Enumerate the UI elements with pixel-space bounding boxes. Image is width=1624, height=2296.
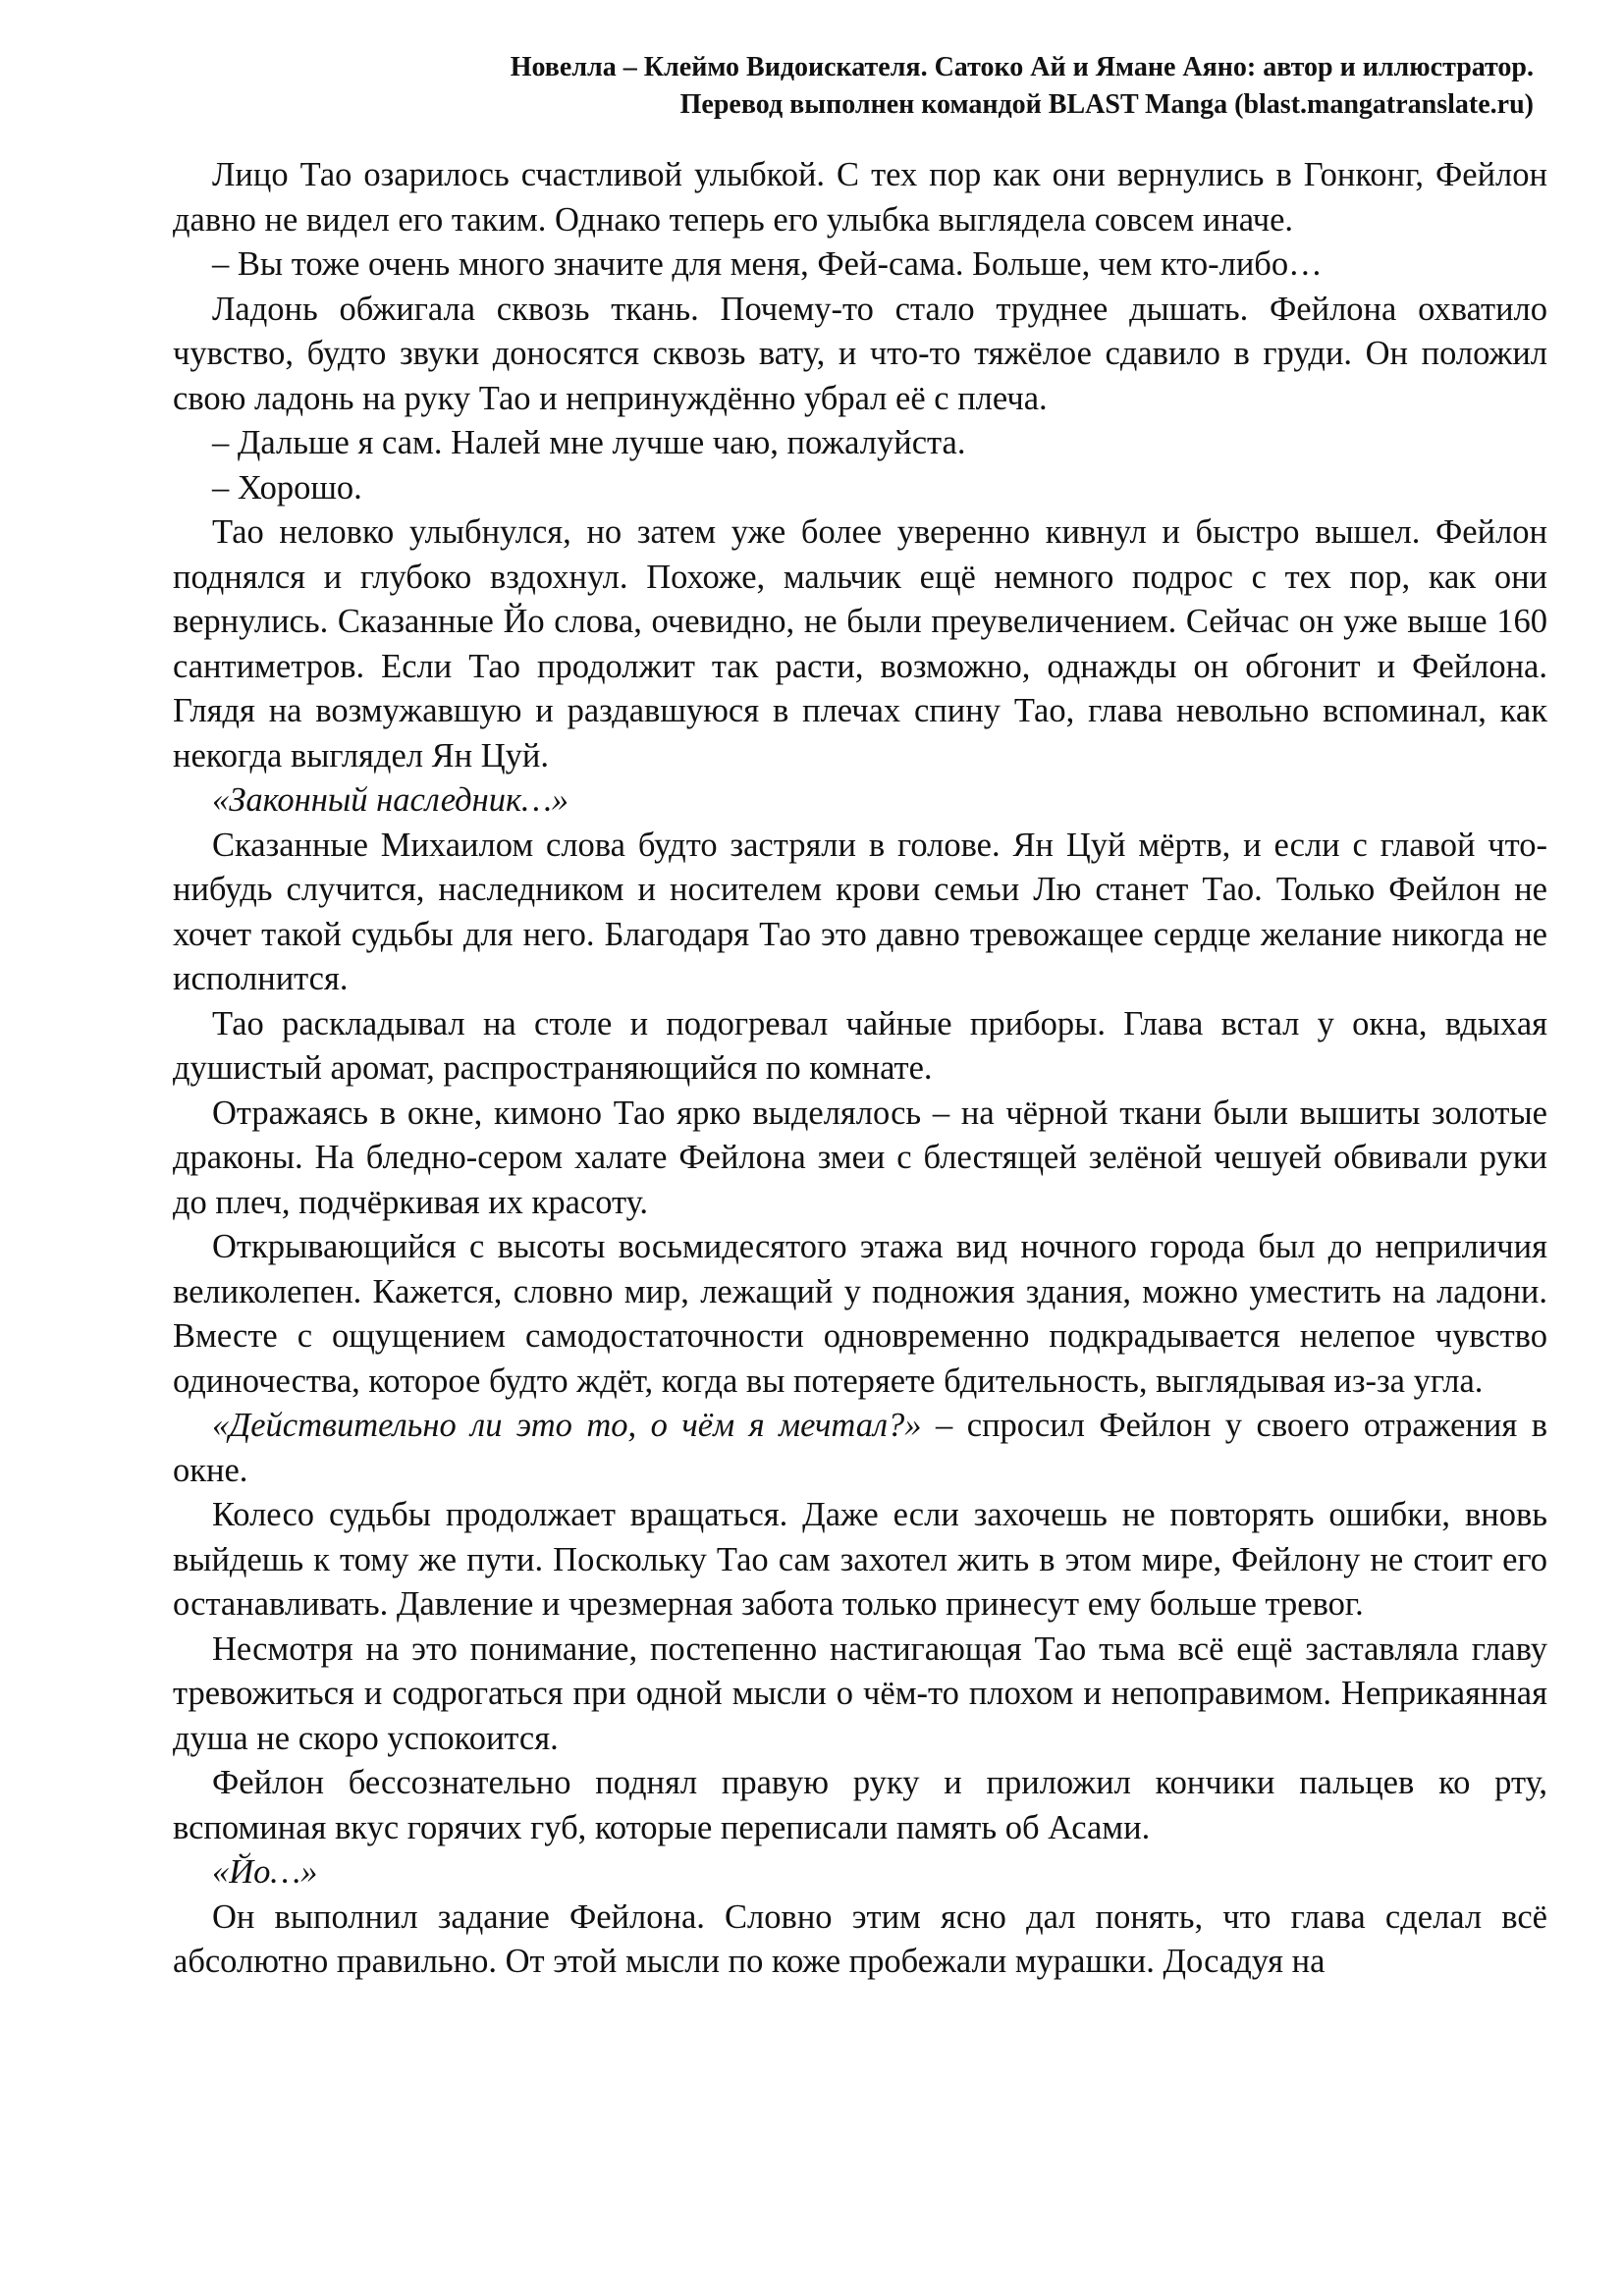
thought-quote: «Действительно ли это то, о чём я мечтал?» (212, 1407, 922, 1444)
paragraph: Открывающийся с высоты восьмидесятого этажа вид ночного города был до неприличия великолепен. Кажется, словно мир, лежащий у подножия здания, можно уместить на ладони. Вместе с ощущением самодостаточности одновременно подкрадывается нелепое чувство одиночества, которое будто ждёт, когда вы потеряете бдительность, выглядывая из-за угла. (173, 1228, 1547, 1400)
paragraph: Колесо судьбы продолжает вращаться. Даже если захочешь не повторять ошибки, вновь выйдешь к тому же пути. Поскольку Тао сам захотел жить в этом мире, Фейлону не стоит его останавливать. Давление и чрезмерная забота только принесут ему больше тревог. (173, 1496, 1547, 1623)
dialogue-line: – Хорошо. (212, 468, 362, 507)
paragraph: Тао неловко улыбнулся, но затем уже более уверенно кивнул и быстро вышел. Фейлон поднялся и глубоко вздохнул. Похоже, мальчик ещё немного подрос с тех пор, как они вернулись. Сказанные Йо слова, очевидно, не были преувеличением. Сейчас он уже выше 160 сантиметров. Если Тао продолжит так расти, возможно, однажды он обгонит и Фейлона. Глядя на возмужавшую и раздавшуюся в плечах спину Тао, глава невольно вспоминал, как некогда выглядел Ян Цуй. (173, 513, 1547, 774)
paragraph: Тао раскладывал на столе и подогревал чайные приборы. Глава встал у окна, вдыхая душистый аромат, распространяющийся по комнате. (173, 1004, 1547, 1087)
paragraph: Сказанные Михаилом слова будто застряли в голове. Ян Цуй мёртв, и если с главой что-нибудь случится, наследником и носителем крови семьи Лю станет Тао. Только Фейлон не хочет такой судьбы для него. Благодаря Тао это давно тревожащее сердце желание никогда не исполнится. (173, 826, 1547, 997)
paragraph: Отражаясь в окне, кимоно Тао ярко выделялось – на чёрной ткани были вышиты золотые драконы. На бледно-сером халате Фейлона змеи с блестящей зелёной чешуей обвивали руки до плеч, подчёркивая их красоту. (173, 1094, 1547, 1221)
paragraph (173, 1404, 1547, 1493)
paragraph: Лицо Тао озарилось счастливой улыбкой. С тех пор как они вернулись в Гонконг, Фейлон давно не видел его таким. Однако теперь его улыбка выглядела совсем иначе. (173, 156, 1547, 239)
dialogue-line: – Вы тоже очень много значите для меня, Фей-сама. Больше, чем кто-либо… (212, 245, 1323, 283)
paragraph: Несмотря на это понимание, постепенно настигающая Тао тьма всё ещё заставляла главу тревожиться и содрогаться при одной мысли о чём-то плохом и непоправимом. Неприкаянная душа не скоро успокоится. (173, 1629, 1547, 1757)
header-title-line: Новелла – Клеймо Видоискателя. Сатоко Ай и Ямане Аяно: автор и иллюстратор. (510, 52, 1534, 82)
paragraph: Ладонь обжигала сквозь ткань. Почему-то стало труднее дышать. Фейлона охватило чувство, будто звуки доносятся сквозь вату, и что-то тяжёлое сдавило в груди. Он положил свою ладонь на руку Тао и непринуждённо убрал её с плеча. (173, 290, 1547, 417)
thought-line: «Законный наследник…» (212, 781, 569, 819)
header-credit-line: Перевод выполнен командой BLAST Manga (blast.mangatranslate.ru) (679, 89, 1534, 120)
paragraph: Он выполнил задание Фейлона. Словно этим ясно дал понять, что глава сделал всё абсолютно правильно. От этой мысли по коже пробежали мурашки. Досадуя на (173, 1897, 1547, 1980)
body-text (173, 153, 1547, 1985)
paragraph-rest: – спросил Фейлон у своего отражения в окне. (173, 1407, 1547, 1489)
thought-line: «Йо…» (212, 1853, 318, 1891)
dialogue-line: – Дальше я сам. Налей мне лучше чаю, пожалуйста. (212, 424, 966, 461)
page-header (159, 49, 1534, 124)
paragraph: Фейлон бессознательно поднял правую руку и приложил кончики пальцев ко рту, вспоминая вкус горячих губ, которые переписали память об Асами. (173, 1764, 1547, 1846)
